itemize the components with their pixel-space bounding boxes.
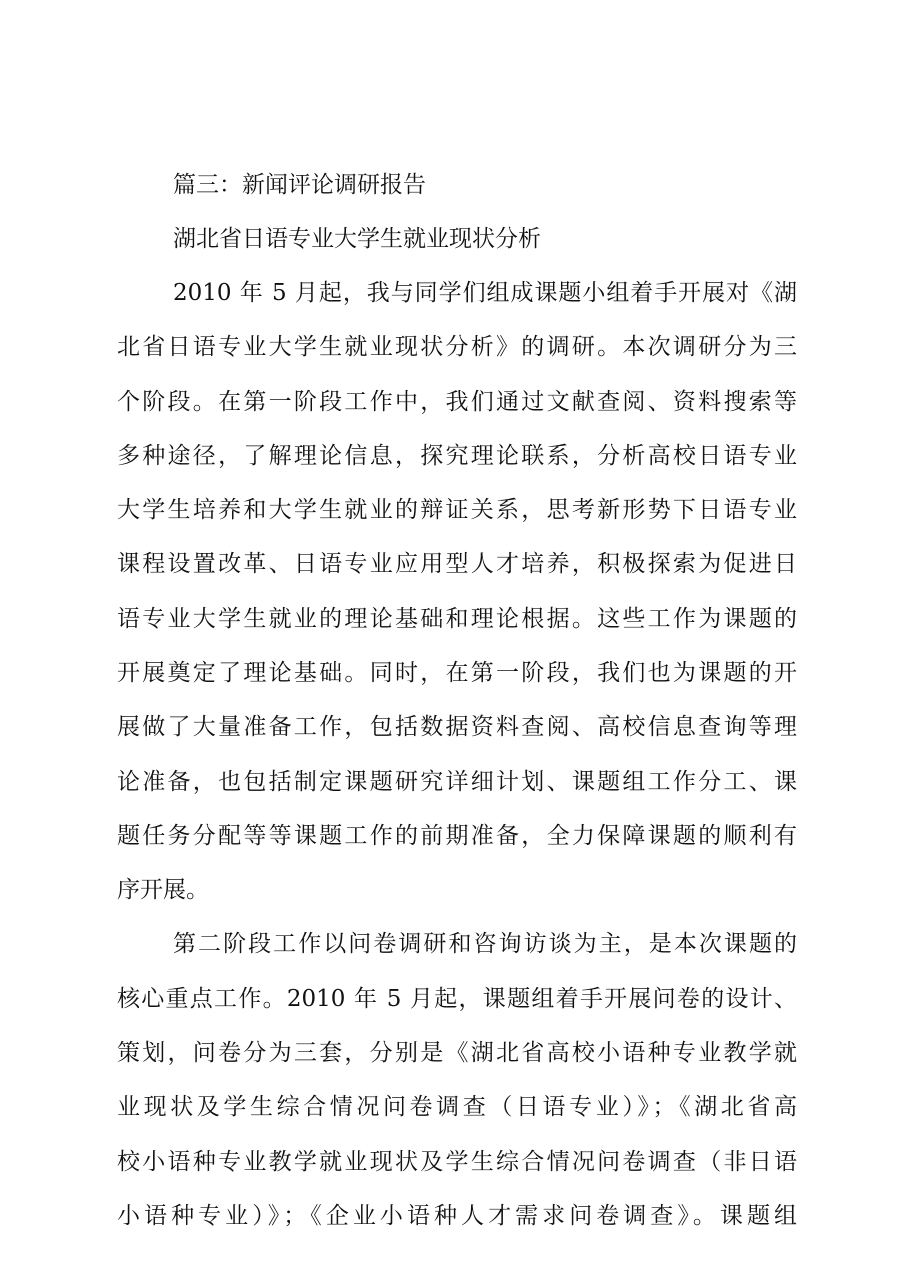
paragraph-line: 策划，问卷分为三套，分别是《湖北省高校小语种专业教学就 — [117, 1040, 797, 1066]
paragraph-line: 多种途径，了解理论信息，探究理论联系，分析高校日语专业 — [117, 443, 797, 469]
paragraph-line: 核心重点工作。2010 年 5 月起，课题组着手开展问卷的设计、 — [117, 986, 797, 1012]
paragraph-line: 北省日语专业大学生就业现状分析》的调研。本次调研分为三 — [117, 334, 797, 360]
paragraph-line: 个阶段。在第一阶段工作中，我们通过文献查阅、资料搜索等 — [117, 389, 797, 415]
paragraph-line: 课程设置改革、日语专业应用型人才培养，积极探索为促进日 — [117, 551, 797, 577]
paragraph-line: 大学生培养和大学生就业的辩证关系，思考新形势下日语专业 — [117, 497, 797, 523]
paragraph-line: 第二阶段工作以问卷调研和咨询访谈为主，是本次课题的 — [173, 931, 797, 957]
paragraph-line: 2010 年 5 月起，我与同学们组成课题小组着手开展对《湖 — [173, 280, 797, 306]
paragraph-line: 题任务分配等等课题工作的前期准备，全力保障课题的顺利有 — [117, 823, 797, 849]
document-heading: 篇三：新闻评论调研报告 — [173, 172, 426, 198]
paragraph-line: 展做了大量准备工作，包括数据资料查阅、高校信息查询等理 — [117, 714, 797, 740]
paragraph-line: 语专业大学生就业的理论基础和理论根据。这些工作为课题的 — [117, 606, 797, 632]
paragraph-line: 开展奠定了理论基础。同时，在第一阶段，我们也为课题的开 — [117, 660, 797, 686]
paragraph-line: 序开展。 — [117, 877, 209, 903]
paragraph-line: 小语种专业）》；《企业小语种人才需求问卷调查》。课题组 — [117, 1203, 797, 1229]
paragraph-line: 校小语种专业教学就业现状及学生综合情况问卷调查（非日语 — [117, 1149, 797, 1175]
paragraph-line: 论准备，也包括制定课题研究详细计划、课题组工作分工、课 — [117, 769, 797, 795]
paragraph-line: 业现状及学生综合情况问卷调查（日语专业）》；《湖北省高 — [117, 1094, 797, 1120]
document-subtitle: 湖北省日语专业大学生就业现状分析 — [173, 226, 541, 252]
